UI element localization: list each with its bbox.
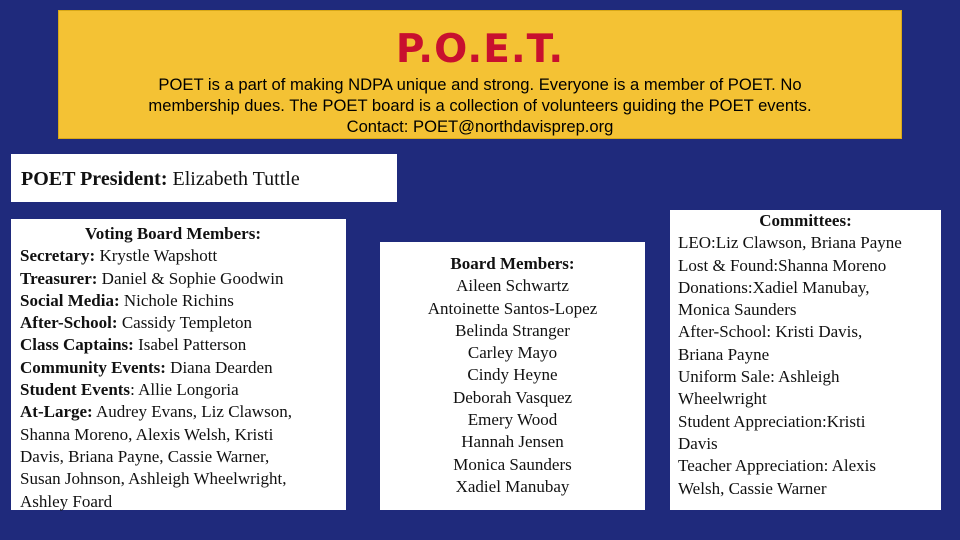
- board-member: Hannah Jensen: [461, 432, 564, 452]
- voting-board-box: [11, 219, 346, 510]
- committee-line: Monica Saunders: [678, 300, 797, 320]
- header-banner: [58, 10, 902, 139]
- role-names: Cassidy Templeton: [121, 313, 253, 333]
- committee-line: Wheelwright: [678, 389, 767, 409]
- committee-line: Lost & Found:Shanna Moreno: [678, 255, 887, 275]
- board-member: Antoinette Santos-Lopez: [427, 298, 598, 318]
- voting-role-row: [20, 245, 346, 267]
- at-large-line: Ashley Foard: [20, 491, 113, 511]
- description: [59, 74, 901, 137]
- role-names: Nichole Richins: [123, 290, 234, 310]
- board-member: Aileen Schwartz: [456, 276, 569, 296]
- board-members-heading: Board Members:: [450, 254, 575, 273]
- description-line: POET is a part of making NDPA unique and strong. Everyone is a member of POET. No: [158, 75, 802, 94]
- committees-box: [670, 210, 941, 510]
- at-large-label: At-Large:: [20, 402, 93, 422]
- page-title: P.O.E.T.: [395, 27, 565, 72]
- at-large-line: Susan Johnson, Ashleigh Wheelwright,: [20, 469, 287, 489]
- committee-line: Welsh, Cassie Warner: [678, 478, 827, 498]
- committee-line: LEO:Liz Clawson, Briana Payne: [678, 233, 902, 253]
- contact-line: Contact: POET@northdavisprep.org: [346, 117, 614, 136]
- board-member: Emery Wood: [467, 410, 558, 430]
- voting-role-row: [20, 334, 346, 356]
- president-box: [11, 154, 397, 202]
- board-member: Monica Saunders: [453, 454, 572, 474]
- president-label: POET President:: [21, 168, 168, 190]
- committee-line: Briana Payne: [678, 344, 770, 364]
- role-label: Social Media:: [20, 290, 120, 310]
- board-member: Deborah Vasquez: [452, 387, 573, 407]
- role-names: Diana Dearden: [170, 357, 273, 377]
- committee-line: Davis: [678, 433, 718, 453]
- president-name: Elizabeth Tuttle: [172, 168, 300, 190]
- board-member: Cindy Heyne: [467, 365, 558, 385]
- role-label: Student Events: [20, 380, 131, 400]
- role-label: Class Captains:: [20, 335, 134, 355]
- role-names: : Allie Longoria: [130, 380, 239, 400]
- board-member: Xadiel Manubay: [455, 476, 570, 496]
- committees-heading: Committees:: [759, 211, 852, 230]
- role-names: Krystle Wapshott: [99, 246, 218, 266]
- role-label: Secretary:: [20, 246, 96, 266]
- voting-role-row: [20, 357, 346, 379]
- role-label: Treasurer:: [20, 268, 98, 288]
- role-names: Daniel & Sophie Goodwin: [101, 268, 284, 288]
- committee-line: Uniform Sale: Ashleigh: [678, 367, 840, 387]
- committee-line: Teacher Appreciation: Alexis: [678, 456, 877, 476]
- voting-role-row: [20, 290, 346, 312]
- role-label: Community Events:: [20, 357, 166, 377]
- role-label: After-School:: [20, 313, 118, 333]
- at-large-row: [20, 401, 346, 423]
- board-members-box: [380, 242, 645, 510]
- voting-role-row: [20, 312, 346, 334]
- board-member: Carley Mayo: [467, 343, 558, 363]
- at-large-line: Davis, Briana Payne, Cassie Warner,: [20, 446, 270, 466]
- voting-role-row: [20, 379, 346, 401]
- committee-line: Student Appreciation:Kristi: [678, 411, 866, 431]
- board-member: Belinda Stranger: [455, 320, 570, 340]
- role-names: Isabel Patterson: [138, 335, 247, 355]
- committee-line: After-School: Kristi Davis,: [678, 322, 863, 342]
- voting-role-row: [20, 268, 346, 290]
- at-large-line: Shanna Moreno, Alexis Welsh, Kristi: [20, 424, 274, 444]
- at-large-names: Audrey Evans, Liz Clawson,: [96, 402, 292, 422]
- description-line: membership dues. The POET board is a collection of volunteers guiding the POET events.: [148, 96, 812, 115]
- voting-board-heading: Voting Board Members:: [85, 224, 261, 243]
- committee-line: Donations:Xadiel Manubay,: [678, 277, 870, 297]
